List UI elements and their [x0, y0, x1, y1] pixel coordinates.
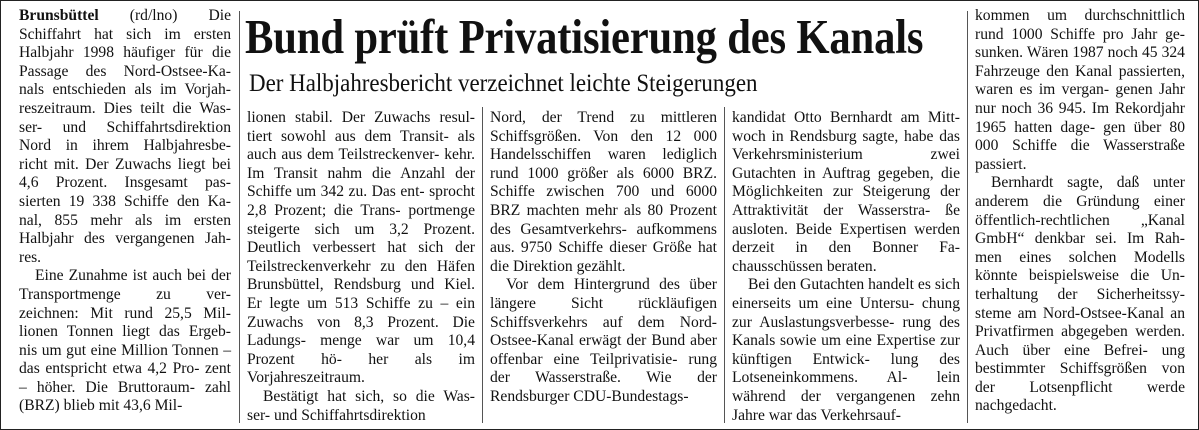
line-group [732, 109, 960, 275]
text-line: das Verkehrsministerium zwei [732, 127, 960, 164]
text-line: kandidat Otto Bernhardt am Mitt- [732, 109, 960, 126]
line-group [19, 267, 231, 414]
text-line: Ostsee-Kanal erwägt der Bund [490, 332, 686, 350]
text-line: menge war um 10,4 Prozent hö- [247, 332, 475, 368]
text-line: von 8,3 Prozent. Die Ladungs- [247, 313, 475, 350]
text-line: Schiffahrt hat sich im ersten [19, 25, 231, 43]
text-line: nachgedacht. [975, 397, 1057, 415]
text-line: terhaltung der Sicherheitssy- [975, 285, 1185, 303]
text-line: 6000 BRZ machten mehr als [490, 183, 717, 219]
text-line: nal, 855 mehr als im ersten [19, 211, 231, 229]
text-line: GmbH“ denkbar sei. Im Rah- [975, 230, 1185, 248]
text-line: Bernhardt sagte, daß unter [991, 174, 1185, 192]
paragraph-7 [732, 109, 960, 276]
text-line: der Schiffe um 342 zu. Das ent- [247, 164, 476, 201]
column-rule [482, 107, 483, 423]
text-line: längere Sicht rückläufigen [490, 294, 717, 312]
text-line: chung zur Auslastungsverbesse- [732, 294, 960, 331]
text-line: ser- und Schiffahrtsdirektion [247, 406, 426, 424]
text-line: zu den Häfen Brunsbüttel, [247, 257, 476, 294]
subheadline: Der Halbjahresbericht verzeichnet leichte Steigerungen [249, 68, 758, 97]
text-line: Bei den Gutachten handelt es [748, 276, 931, 294]
text-line: bei 4,6 Prozent. Insgesamt pas- [19, 155, 232, 192]
text-line: Schiffsgrößen. Von den 12 000 [490, 127, 717, 145]
text-line: könnte beispielsweise die Un- [975, 267, 1185, 285]
text-line: Nord, der Trend zu mittleren [490, 109, 717, 126]
text-line: Schiffe zwischen 700 und [490, 183, 675, 201]
text-line: Rekordjahr 1965 hatten dage- [975, 99, 1185, 136]
text-line: werden derzeit in den Bonner Fa- [732, 220, 960, 257]
column-rule [239, 11, 240, 423]
text-line: Nord in ihrem Halbjahresbe- [19, 137, 231, 155]
line-group [247, 388, 475, 424]
text-line: die Möglichkeiten zur Steigerung [732, 164, 960, 201]
line-group [490, 276, 717, 405]
text-line: 3,2 Prozent. Deutlich verbessert [247, 220, 475, 257]
text-line: hat sich der Teilstreckenverkehr [247, 239, 475, 275]
line-group [247, 109, 475, 386]
text-line: ung bestimmter Schiffsgrößen [975, 341, 1185, 378]
text-line: woch in Rendsburg sagte, habe [732, 127, 934, 145]
text-line: Wasserstraße passiert. [975, 137, 1185, 173]
text-line: men eines solchen Modells [975, 248, 1185, 266]
text-line: öffentlich-rechtlichen „Kanal [975, 211, 1185, 229]
column-rule [967, 11, 968, 423]
text-line: ße ausloten. Beide Expertisen [732, 201, 960, 238]
text-line: Passage des Nord-Ostsee-Ka- [19, 62, 231, 80]
text-line: – das entspricht etwa 4,2 Pro- [19, 341, 231, 378]
text-line: Expertise zur künftigen Entwick- [732, 332, 961, 368]
line-group [975, 7, 1185, 173]
text-line: Schiffsverkehrs auf dem Nord- [490, 313, 717, 331]
paragraph-4 [247, 388, 475, 425]
text-line: werden. Auch über eine Befrei- [975, 323, 1185, 359]
paragraph-3 [247, 109, 475, 388]
text-line: kommen um durchschnittlich [975, 7, 1185, 24]
text-line: lein während der vergangenen [732, 369, 960, 405]
text-line: Halbjahr 1998 häufiger für die [19, 44, 231, 62]
text-line: gen über 80 000 Schiffe die [975, 118, 1185, 155]
text-line: tiert sowohl aus dem Transit- als [247, 127, 475, 145]
text-line: Halbjahr des vergangenen Jah- [19, 230, 231, 248]
line-group [975, 174, 1185, 414]
paragraph-1 [19, 7, 231, 267]
text-line: rung der Wasserstraße. Wie der [490, 350, 717, 387]
text-line: passierten, waren es im vergan- [975, 62, 1185, 99]
article-column-2 [247, 109, 475, 425]
text-line: reszeitraum. Dies teilt die Was- [19, 99, 231, 117]
text-line: lionen stabil. Der Zuwachs resul- [247, 109, 475, 126]
article-column-4 [732, 109, 960, 425]
text-line: auch aus dem Teilstreckenver- [247, 146, 440, 164]
text-line: zehn Jahre war das Verkehrsauf- [732, 387, 960, 424]
text-line: richt mit. Der Zuwachs liegt [19, 155, 206, 173]
text-line: Vor dem Hintergrund des über [506, 276, 717, 294]
text-line: nis um gut eine Million Tonnen [19, 341, 219, 359]
text-line: Rendsburg und Kiel. Er legte um [247, 276, 475, 312]
headline: Bund prüft Privatisierung des Kanals [245, 9, 924, 64]
article-column-5 [975, 7, 1185, 416]
text-line: kehr. Im Transit nahm die Anzahl [247, 146, 475, 182]
line-group [732, 276, 960, 423]
article-column-1 [19, 7, 231, 416]
paragraph-8 [732, 276, 960, 425]
text-line: Bestätigt hat sich, so die Was- [263, 387, 475, 405]
text-line: zahl (BRZ) blieb mit 43,6 Mil- [19, 378, 231, 415]
paragraph-6 [490, 276, 717, 406]
text-line: rund 1000 größer als 6000 BRZ. [490, 164, 717, 182]
text-line: sunken. Wären 1987 noch [975, 44, 1138, 62]
text-line: sprocht 2,8 Prozent; die Trans- [247, 183, 475, 219]
text-line: sierten 19 338 Schiffe den Ka- [19, 192, 231, 210]
text-line: aber offenbar eine Teilprivatisie- [490, 332, 717, 368]
agency-tag: (rd/lno) Die [98, 7, 231, 24]
text-line: nals entschieden als im Vorjah- [19, 81, 231, 99]
text-line: an Privatfirmen abgegeben [975, 304, 1185, 341]
paragraph-2 [19, 267, 231, 416]
text-line: sich einerseits um eine Untersu- [732, 276, 960, 312]
article-column-3 [490, 109, 717, 407]
line-group [490, 109, 717, 275]
text-line: zeichnen: Mit rund 25,5 Mil- [19, 304, 231, 322]
text-line: genen Jahr nur noch 36 945. Im [975, 81, 1185, 117]
text-line: der Attraktivität der Wasserstra- [732, 183, 960, 219]
text-line: der Transportmenge zu ver- [19, 267, 231, 303]
text-line: Handelsschiffen waren lediglich [490, 146, 717, 164]
column-rule [724, 107, 725, 423]
text-line: ser- und Schiffahrtsdirektion [19, 118, 231, 136]
text-line: portmenge steigerte sich um [247, 201, 475, 238]
text-line: dieser Größe hat die Direktion [490, 239, 717, 275]
text-line: Eine Zunahme ist auch bei [35, 267, 206, 285]
text-line: her als im Vorjahreszeitraum. [247, 350, 475, 387]
paragraph-5 [490, 109, 717, 276]
text-line: von der Lotsenpflicht werde [975, 360, 1185, 396]
text-line: Rendsburger CDU-Bundestags- [490, 387, 689, 405]
text-line: chausschüssen beraten. [732, 257, 877, 275]
text-line: rung des Kanals sowie um eine [732, 313, 960, 350]
text-line: Gutachten in Auftrag gegeben, [732, 164, 934, 182]
paragraph-9 [975, 7, 1185, 174]
dateline: Brunsbüttel [19, 7, 99, 24]
text-line: 513 Schiffe zu – ein Zuwachs [247, 294, 475, 331]
paragraph-10 [975, 174, 1185, 416]
text-line: gezählt. [576, 257, 626, 275]
text-line: steme am Nord-Ostsee-Kanal [975, 304, 1165, 322]
text-line: zent – höher. Die Bruttoraum- [19, 360, 231, 396]
text-line: lung des Lotseneinkommens. Al- [732, 350, 960, 387]
text-line: lionen Tonnen liegt das Ergeb- [19, 323, 231, 341]
line-group [19, 26, 231, 266]
text-line: 80 Prozent des Gesamtverkehrs- [490, 201, 717, 238]
text-line: rund 1000 Schiffe pro Jahr ge- [975, 25, 1185, 43]
text-line: res. [19, 248, 42, 266]
text-line: aufkommens aus. 9750 Schiffe [490, 220, 717, 257]
text-line: anderem die Gründung einer [975, 192, 1185, 210]
text-line: 45 324 Fahrzeuge den Kanal [975, 44, 1185, 80]
